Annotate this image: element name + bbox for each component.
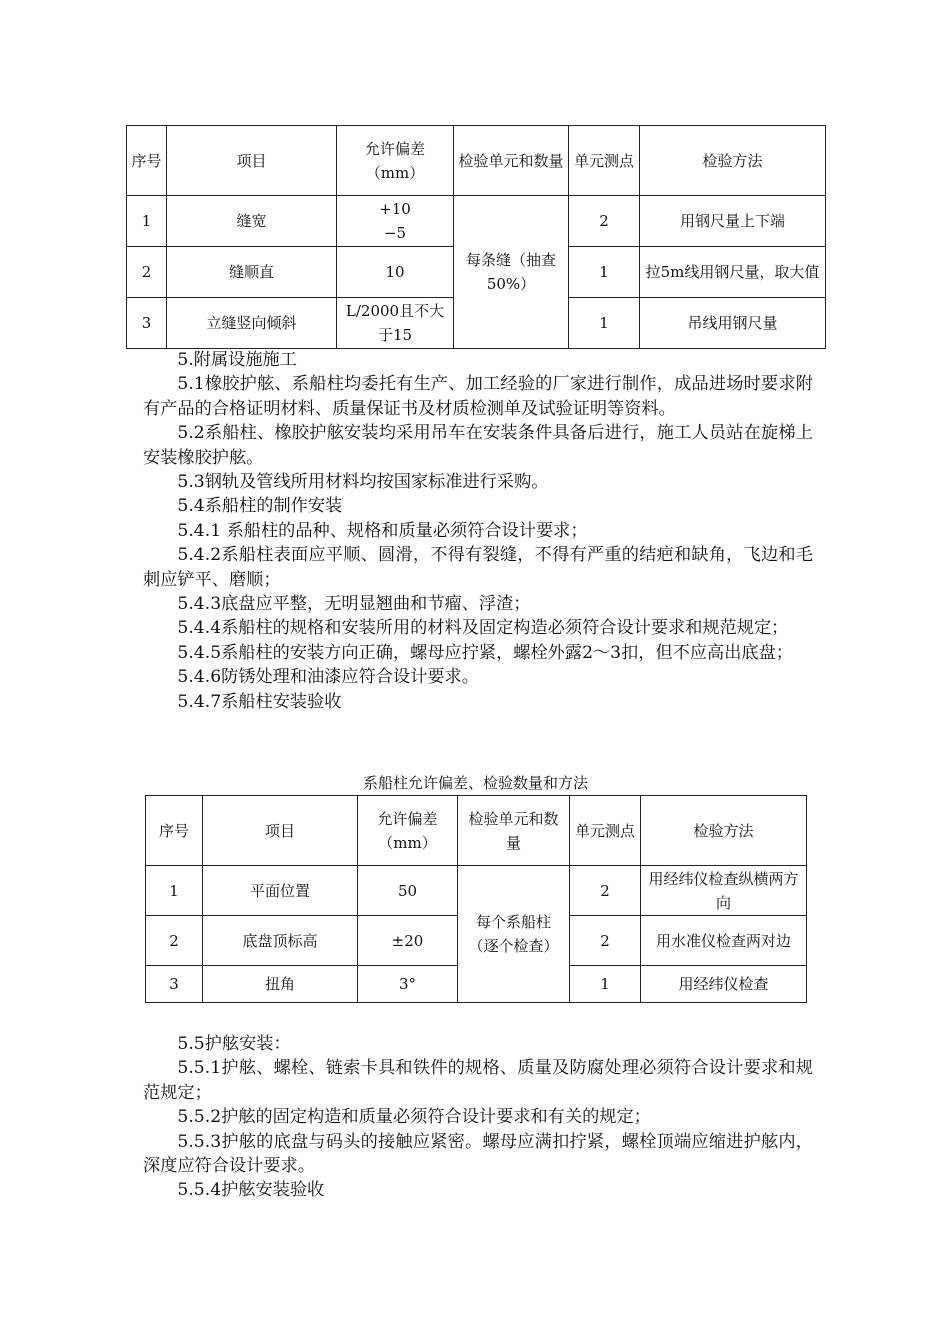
- row-number: 1: [146, 866, 203, 916]
- row-points: 1: [569, 247, 640, 298]
- bollard-tolerance-table: [145, 795, 807, 1003]
- table-caption: 系船柱允许偏差、检验数量和方法: [362, 774, 588, 792]
- row-points: 2: [570, 916, 641, 966]
- paragraph: 5.4.2系船柱表面应平顺、圆滑，不得有裂缝，不得有严重的结疤和缺角，飞边和毛刺应铲平、磨顺；: [143, 545, 813, 590]
- row-number: 3: [146, 966, 203, 1003]
- row-tolerance: 3°: [358, 966, 458, 1003]
- row-item: 缝宽: [167, 196, 337, 247]
- row-points: 2: [569, 196, 640, 247]
- paragraph: 5.4.7系船柱安装验收: [177, 691, 342, 712]
- paragraph: 5.5.4护舷安装验收: [177, 1180, 325, 1201]
- joint-tolerance-table: [126, 125, 826, 349]
- paragraph: 5.3钢轨及管线所用材料均按国家标准进行采购。: [177, 472, 549, 493]
- merged-unit-cell: 每个系船柱（逐个检查）: [458, 866, 570, 1003]
- header-cell: 检验单元和数量: [458, 796, 570, 866]
- row-number: 2: [127, 247, 167, 298]
- row-method: 用水准仪检查两对边: [641, 916, 807, 966]
- header-cell: 允许偏差（mm）: [337, 126, 454, 196]
- merged-unit-cell: 每条缝（抽查50%）: [454, 196, 569, 349]
- row-points: 1: [569, 298, 640, 349]
- paragraph: 5.4.1 系船柱的品种、规格和质量必须符合设计要求；: [177, 520, 588, 541]
- paragraph: 5.4.4系船柱的规格和安装所用的材料及固定构造必须符合设计要求和规范规定；: [177, 618, 789, 639]
- section-5-text: [143, 348, 813, 714]
- paragraph: 5.4.3底盘应平整，无明显翘曲和节瘤、浮渣；: [177, 594, 531, 615]
- paragraph: 5.5护舷安装：: [177, 1034, 291, 1054]
- row-item: 立缝竖向倾斜: [167, 298, 337, 349]
- paragraph: 5.5.1护舷、螺栓、链索卡具和铁件的规格、质量及防腐处理必须符合设计要求和规范规定；: [143, 1058, 813, 1103]
- paragraph: 5.4.6防锈处理和油漆应符合设计要求。: [177, 667, 479, 688]
- row-tolerance: +10 −5: [337, 196, 454, 247]
- row-item: 底盘顶标高: [203, 916, 358, 966]
- row-number: 3: [127, 298, 167, 349]
- row-item: 缝顺直: [167, 247, 337, 298]
- paragraph: 5.2系船柱、橡胶护舷安装均采用吊车在安装条件具备后进行，施工人员站在旋梯上安装橡胶护舷。: [143, 423, 813, 468]
- table-header-row: [127, 126, 826, 196]
- row-method: 吊线用钢尺量: [640, 298, 826, 349]
- row-method: 拉5m线用钢尺量，取大值: [640, 247, 826, 298]
- header-cell: 允许偏差（mm）: [358, 796, 458, 866]
- row-number: 2: [146, 916, 203, 966]
- row-tolerance: 50: [358, 866, 458, 916]
- row-item: 扭角: [203, 966, 358, 1003]
- header-cell: 序号: [146, 796, 203, 866]
- row-tolerance: 10: [337, 247, 454, 298]
- header-cell: 检验方法: [640, 126, 826, 196]
- header-cell: 单元测点: [569, 126, 640, 196]
- row-tolerance: L/2000且不大于15: [337, 298, 454, 349]
- header-cell: 项目: [167, 126, 337, 196]
- table-header-row: [146, 796, 807, 866]
- row-number: 1: [127, 196, 167, 247]
- row-method: 用经纬仪检查纵横两方向: [641, 866, 807, 916]
- paragraph: 5.1橡胶护舷、系船柱均委托有生产、加工经验的厂家进行制作，成品进场时要求附有产品的合格证明材料、质量保证书及材质检测单及试验证明等资料。: [143, 374, 813, 419]
- paragraph: 5.附属设施施工: [177, 350, 297, 370]
- header-cell: 项目: [203, 796, 358, 866]
- paragraph: 5.5.3护舷的底盘与码头的接触应紧密。螺母应满扣拧紧，螺栓顶端应缩进护舷内，深度应符合设计要求。: [143, 1131, 813, 1177]
- table-row: [146, 866, 807, 916]
- paragraph: 5.4.5系船柱的安装方向正确，螺母应拧紧，螺栓外露2～3扣，但不应高出底盘；: [177, 642, 793, 663]
- row-points: 2: [570, 866, 641, 916]
- paragraph: 5.5.2护舷的固定构造和质量必须符合设计要求和有关的规定；: [177, 1107, 651, 1128]
- row-item: 平面位置: [203, 866, 358, 916]
- row-method: 用钢尺量上下端: [640, 196, 826, 247]
- row-tolerance: ±20: [358, 916, 458, 966]
- row-points: 1: [570, 966, 641, 1003]
- row-method: 用经纬仪检查: [641, 966, 807, 1003]
- paragraph: 5.4系船柱的制作安装: [177, 496, 343, 517]
- header-cell: 单元测点: [570, 796, 641, 866]
- table-row: [127, 196, 826, 247]
- header-cell: 序号: [127, 126, 167, 196]
- section-5-5-text: [143, 1032, 813, 1203]
- header-cell: 检验方法: [641, 796, 807, 866]
- header-cell: 检验单元和数量: [454, 126, 569, 196]
